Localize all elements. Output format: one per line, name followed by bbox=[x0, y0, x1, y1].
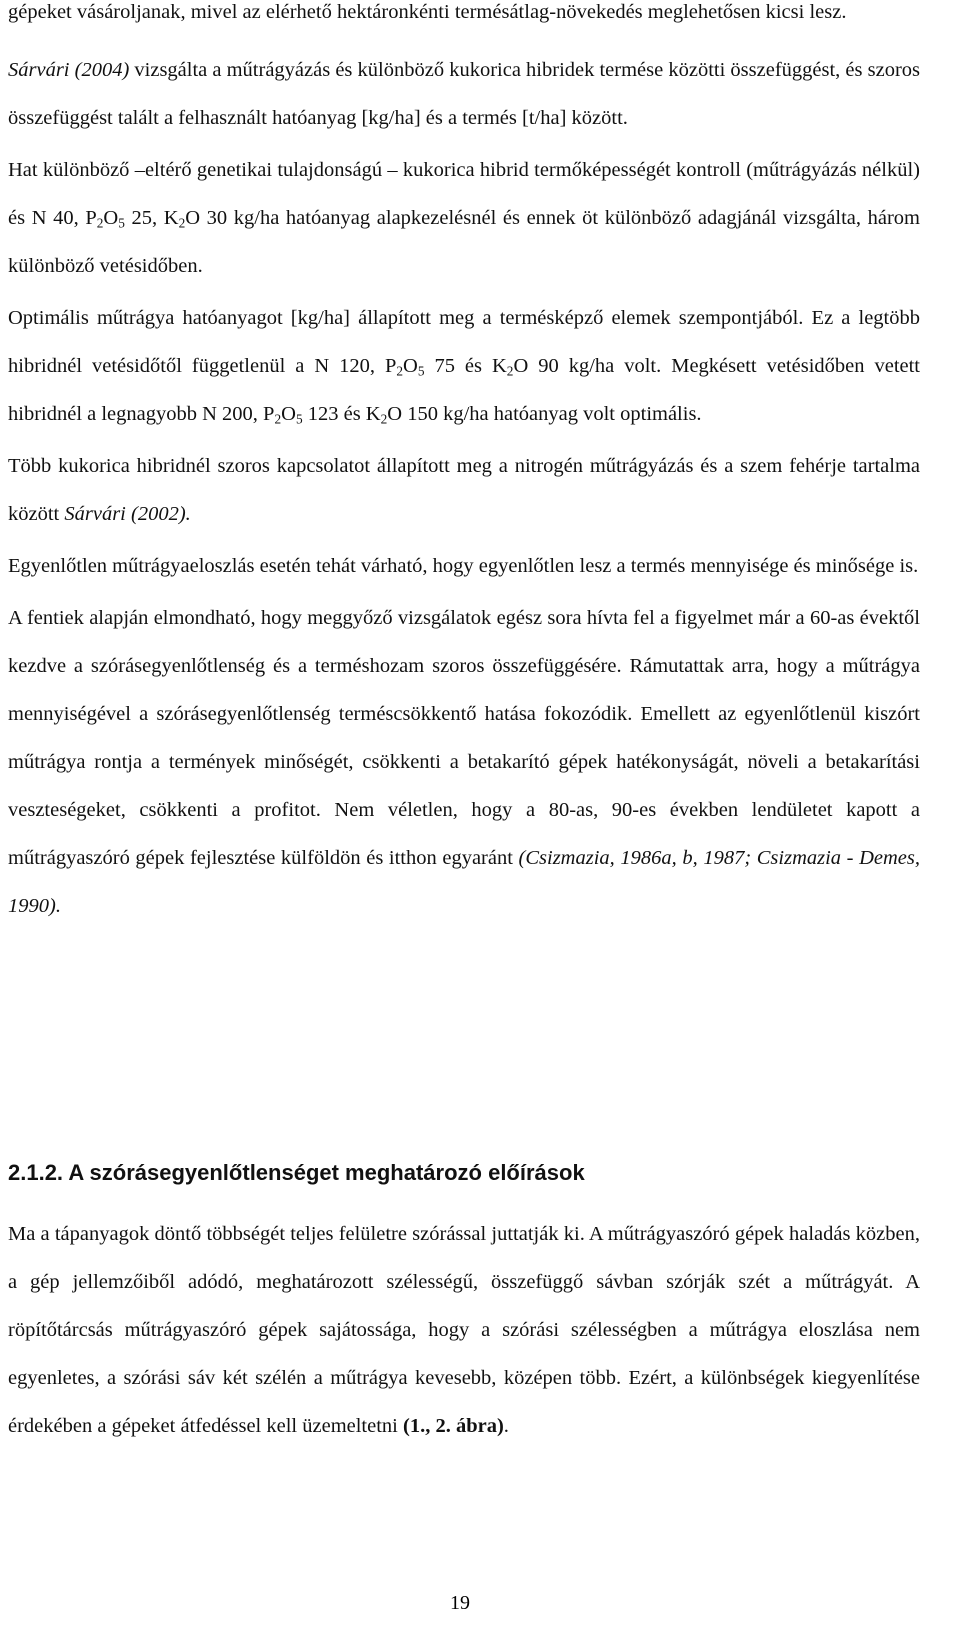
paragraph-5: Több kukorica hibridnél szoros kapcsolatot állapított meg a nitrogén műtrágyázás és a szem fehérje tartalma között Sárvári (2002). bbox=[8, 455, 920, 525]
document-page bbox=[8, 0, 921, 1437]
paragraph-text: vizsgálta a műtrágyázás és különböző kukorica hibridek termése közötti összefüggést, és szoros összefüggést talált a felhasznált hatóanyag [kg/ha] és a termés [t/ha] között. bbox=[8, 59, 921, 129]
page-number: 19 bbox=[450, 1592, 470, 1614]
paragraph-6: Egyenlőtlen műtrágyaeloszlás esetén tehát várható, hogy egyenlőtlen lesz a termés mennyisége és minősége is. bbox=[8, 555, 919, 577]
paragraph-3: Hat különböző –eltérő genetikai tulajdonságú – kukorica hibrid termőképességét kontroll (műtrágyázás nélkül) és N 40, $P_2O_5$ 25, $K_2O$ 30 kg/ha hatóanyag alapkezelésnél és ennek öt különböző adagjánál vizsgálta, három különböző vetésidőben. bbox=[8, 159, 920, 277]
paragraph-1: gépeket vásároljanak, mivel az elérhető hektáronkénti termésátlag-növekedés meglehetősen kicsi lesz. bbox=[8, 1, 847, 23]
paragraph-7: A fentiek alapján elmondható, hogy meggyőző vizsgálatok egész sora hívta fel a figyelmet már a 60-as évektől kezdve a szórásegyenlőtlenség és a terméshozam szoros összefüggésére. Rámutattak arra, hogy a műtrágya mennyiségével a szórásegyenlőtlenség terméscsökkentő hatása fokozódik. Emellett az egyenlőtlenül kiszórt műtrágya rontja a termények minőségét, csökkenti a betakarító gépek hatékonyságát, növeli a betakarítási veszteségeket, csökkenti a profitot. Nem véletlen, hogy a 80-as, 90-es években lendületet kapott a műtrágyaszóró gépek fejlesztése külföldön és itthon egyaránt (Csizmazia, 1986a, b, 1987; Csizmazia - Demes, 1990). bbox=[8, 607, 920, 917]
citation: (Csizmazia, 1986a, b, 1987; Csizmazia - Demes, 1990). bbox=[8, 847, 920, 917]
citation: Sárvári (2002). bbox=[64, 503, 191, 525]
section-heading: 2.1.2. A szórásegyenlőtlenséget meghatározó előírások bbox=[8, 1160, 585, 1185]
section-body bbox=[8, 1210, 920, 1450]
citation: Sárvári (2004) bbox=[8, 59, 130, 81]
figure-reference: (1., 2. ábra) bbox=[403, 1415, 504, 1437]
paragraph-2 bbox=[8, 46, 920, 142]
paragraph-8: Ma a tápanyagok döntő többségét teljes felületre szórással juttatják ki. A műtrágyaszóró gépek haladás közben, a gép jellemzőiből adódó, meghatározott szélességű, összefüggő sávban szórják szét a műtrágyát. A röpítőtárcsás műtrágyaszóró gépek sajátossága, hogy a szórási szélességben a műtrágya eloszlása nem egyenletes, a szórási sáv két szélén a műtrágya kevesebb, középen több. Ezért, a különbségek kiegyenlítése érdekében a gépeket átfedéssel kell üzemeltetni (1., 2. ábra). bbox=[8, 1223, 920, 1437]
paragraph-4: Optimális műtrágya hatóanyagot [kg/ha] állapított meg a termésképző elemek szempontjából. Ez a legtöbb hibridnél vetésidőtől függetlenül a N 120, $P_2O_5$ 75 és $K_2O$ 90 kg/ha volt. Megkésett vetésidőben vetett hibridnél a legnagyobb N 200, $P_2O_5$ 123 és $K_2O$ 150 kg/ha hatóanyag volt optimális. bbox=[8, 307, 920, 427]
